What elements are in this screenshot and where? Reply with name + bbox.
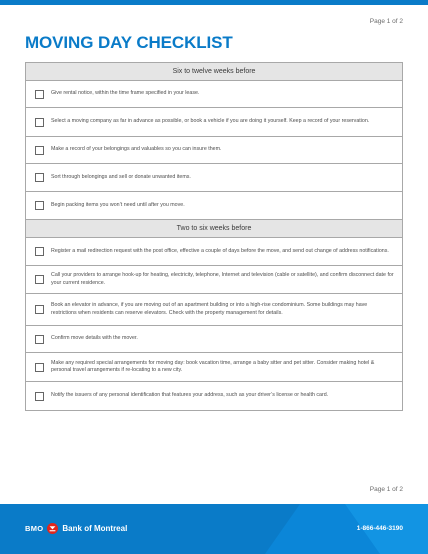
checkbox[interactable] — [35, 201, 44, 210]
checklist-item — [26, 382, 402, 410]
checklist-item-text: Book an elevator in advance, if you are moving out of an apartment building or into a high-rise condominium. Some buildings may have restrictions when residents can reserve elevators. Check with the property management for details. — [51, 302, 368, 316]
checklist-item — [26, 192, 402, 220]
bmo-wordmark: BMO — [25, 524, 44, 533]
checklist-item-text: Confirm move details with the mover. — [51, 335, 138, 342]
phone-number[interactable]: 1-866-446-3190 — [356, 525, 403, 532]
checklist-item-text: Call your providers to arrange hook-up for heating, electricity, telephone, Internet and television (cable or satellite), and confirm disconnect date for your current residence. — [51, 272, 394, 286]
page-number-top: Page 1 of 2 — [369, 18, 403, 25]
checklist-table — [25, 62, 403, 411]
checkbox[interactable] — [35, 363, 44, 372]
checklist-item — [26, 108, 402, 137]
checkbox[interactable] — [35, 247, 44, 256]
bank-name: Bank of Montreal — [62, 524, 128, 533]
footer-banner — [0, 504, 428, 554]
bmo-roundel-icon — [47, 523, 58, 534]
checkbox[interactable] — [35, 335, 44, 344]
checklist-item-text: Make any required special arrangements for moving day: book vacation time, arrange a baby sitter and pet sitter. Consider making hotel & personal travel arrangements if re-locating to a new city. — [51, 359, 375, 373]
section-header-two-to-six-weeks: Two to six weeks before — [26, 220, 402, 238]
checklist-item-text: Begin packing items you won’t need until after you move. — [51, 201, 185, 208]
page-number-bottom: Page 1 of 2 — [369, 486, 403, 493]
checkbox[interactable] — [35, 173, 44, 182]
checkbox[interactable] — [35, 275, 44, 284]
checkbox[interactable] — [35, 305, 44, 314]
top-accent-bar — [0, 0, 428, 5]
checklist-item — [26, 164, 402, 192]
checklist-item — [26, 326, 402, 353]
checklist-item-text: Give rental notice, within the time frame specified in your lease. — [51, 90, 200, 97]
checklist-item — [26, 353, 402, 382]
checklist-item — [26, 81, 402, 108]
bmo-logo — [25, 523, 127, 534]
section-header-six-to-twelve-weeks: Six to twelve weeks before — [26, 63, 402, 81]
page-title: MOVING DAY CHECKLIST — [25, 33, 233, 52]
checkbox[interactable] — [35, 392, 44, 401]
checklist-item-text: Select a moving company as far in advance as possible, or book a vehicle if you are doing it yourself. Keep a record of your reservation. — [51, 118, 370, 125]
checklist-item-text: Register a mail redirection request with the post office, effective a couple of days before the move, and send out change of address notifications. — [51, 247, 389, 254]
checklist-item-text: Notify the issuers of any personal identification that features your address, such as your driver’s license or health card. — [51, 392, 329, 399]
checklist-item-text: Sort through belongings and sell or donate unwanted items. — [51, 173, 191, 180]
checklist-item — [26, 294, 402, 326]
checkbox[interactable] — [35, 118, 44, 127]
checklist-item — [26, 137, 402, 164]
checkbox[interactable] — [35, 90, 44, 99]
checklist-item-text: Make a record of your belongings and valuables so you can insure them. — [51, 146, 222, 153]
checklist-item — [26, 266, 402, 294]
checklist-item — [26, 238, 402, 266]
checkbox[interactable] — [35, 146, 44, 155]
